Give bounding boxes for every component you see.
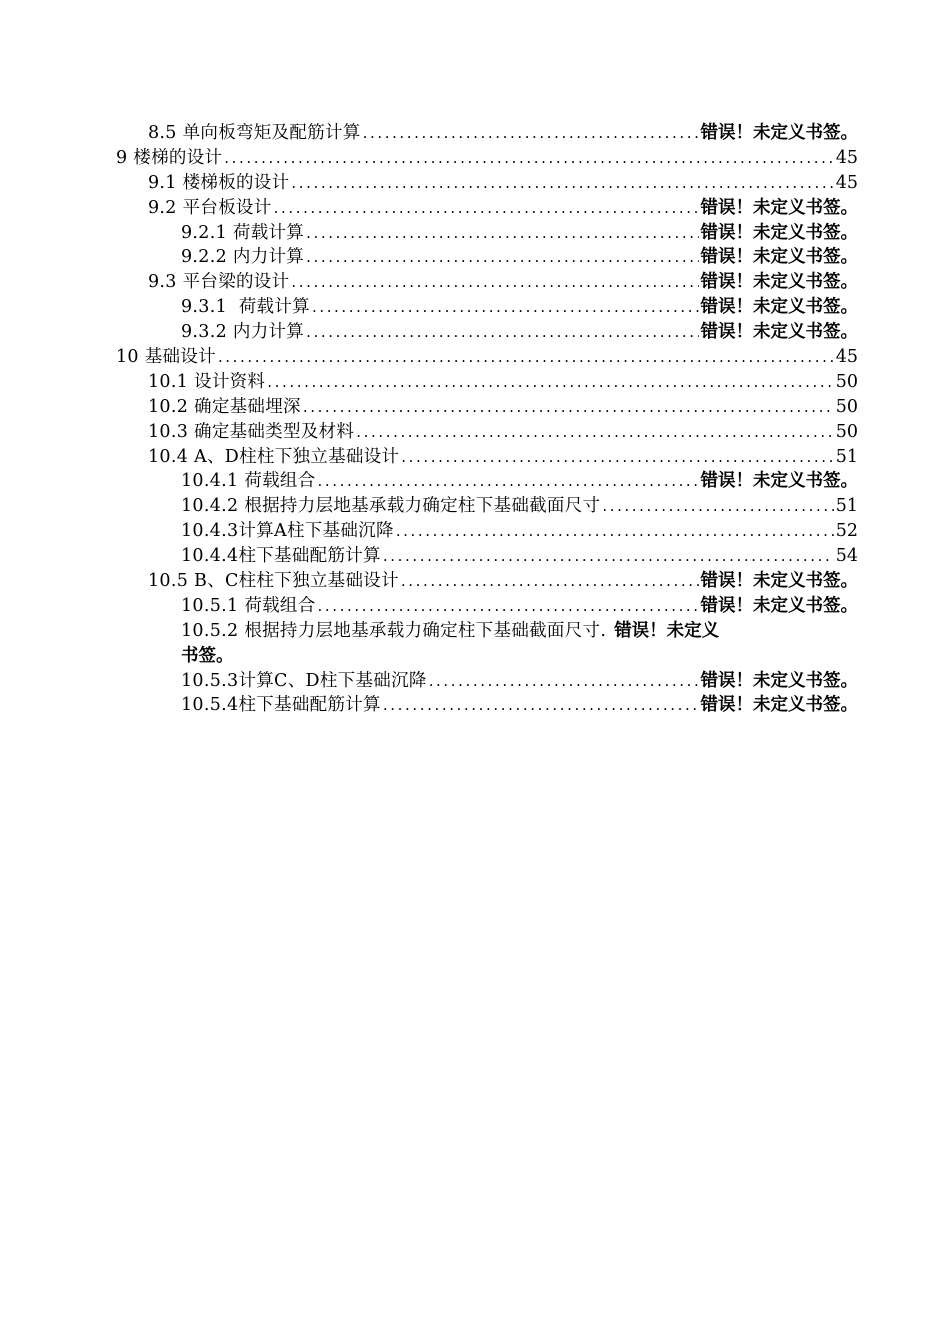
- toc-entry-title: 10.4.3计算A柱下基础沉降: [181, 521, 394, 542]
- toc-dot-leader: [363, 121, 699, 146]
- toc-entry-page: 52: [835, 521, 858, 542]
- toc-entry-page: 错误！未定义书签。: [700, 471, 858, 492]
- toc-entry[interactable]: [0, 594, 950, 619]
- toc-dot-leader: [267, 370, 833, 395]
- toc-entry-title: 10.4.4柱下基础配筋计算: [181, 546, 381, 567]
- toc-entry-page: 错误！未定义书签。: [700, 595, 858, 616]
- toc-entry-title: 9.2.2 内力计算: [181, 247, 305, 268]
- toc-entry[interactable]: [0, 196, 950, 221]
- toc-entry-title: 10.4 A、D柱柱下独立基础设计: [148, 446, 400, 467]
- toc-entry-page-continued: 书签。: [181, 645, 234, 666]
- toc-entry-page: 错误！未定义: [614, 620, 720, 641]
- toc-dot-leader: [306, 221, 698, 246]
- toc-entry[interactable]: [0, 469, 950, 494]
- toc-dot-leader: [318, 469, 699, 494]
- toc-entry[interactable]: [0, 669, 950, 694]
- toc-dot-leader: [291, 171, 833, 196]
- toc-entry[interactable]: [0, 146, 950, 171]
- toc-entry-page: 45: [835, 172, 858, 193]
- toc-entry-page: 45: [835, 147, 858, 168]
- toc-entry-page: 错误！未定义书签。: [700, 695, 858, 716]
- toc-entry-page: 50: [835, 421, 858, 442]
- toc-dot-leader: [318, 594, 699, 619]
- toc-dot-leader: [602, 494, 833, 519]
- toc-entry[interactable]: [0, 544, 950, 569]
- toc-entry[interactable]: [0, 320, 950, 345]
- toc-entry-page: 错误！未定义书签。: [700, 322, 858, 343]
- toc-entry[interactable]: [0, 445, 950, 470]
- toc-entry-title: 9.3.2 内力计算: [181, 322, 305, 343]
- toc-dot-leader: [312, 295, 699, 320]
- toc-entry-title: 9 楼梯的设计: [116, 147, 223, 168]
- toc-entry-page: 错误！未定义书签。: [700, 222, 858, 243]
- toc-entry-title: 10.5.3计算C、D柱下基础沉降: [181, 670, 427, 691]
- toc-entry-title: 10.5 B、C柱柱下独立基础设计: [148, 571, 399, 592]
- toc-dot-leader: [306, 245, 698, 270]
- toc-entry[interactable]: [0, 519, 950, 544]
- toc-entry[interactable]: [0, 270, 950, 295]
- toc-entry-title: 10.5.1 荷载组合: [181, 595, 316, 616]
- toc-dot-leader: [383, 544, 834, 569]
- toc-entry[interactable]: [0, 420, 950, 445]
- toc-entry-title: 9.2.1 荷载计算: [181, 222, 305, 243]
- toc-dot-leader: [429, 669, 699, 694]
- toc-dot-leader: [356, 420, 833, 445]
- toc-dot-leader: [274, 196, 699, 221]
- toc-entry-page: 45: [835, 347, 858, 368]
- toc-entry[interactable]: [0, 395, 950, 420]
- toc-entry-page: 错误！未定义书签。: [700, 197, 858, 218]
- toc-entry-title: 9.3.1 荷载计算: [181, 297, 310, 318]
- toc-dot-leader: [383, 693, 699, 718]
- toc-entry-title: 10.4.2 根据持力层地基承载力确定柱下基础截面尺寸: [181, 496, 601, 517]
- toc-entry-continuation: [0, 644, 950, 669]
- toc-entry-page: 错误！未定义书签。: [700, 297, 858, 318]
- toc-entry-title: 10.4.1 荷载组合: [181, 471, 316, 492]
- toc-entry-title: 8.5 单向板弯矩及配筋计算: [148, 123, 361, 143]
- toc-entry[interactable]: [0, 494, 950, 519]
- toc-entry[interactable]: [0, 295, 950, 320]
- toc-entry[interactable]: [0, 345, 950, 370]
- toc-entry-page: 51: [835, 496, 858, 517]
- toc-entry-page: 错误！未定义书签。: [700, 670, 858, 691]
- toc-entry[interactable]: [0, 221, 950, 246]
- toc-dot-leader: [401, 445, 833, 470]
- toc-entry-title: 10 基础设计: [116, 347, 216, 368]
- toc-entry-page: 50: [835, 396, 858, 417]
- toc-entry[interactable]: [0, 569, 950, 594]
- toc-entry-title: 9.3 平台梁的设计: [148, 272, 290, 293]
- toc-dot-leader: [306, 320, 698, 345]
- toc-entry-page: 错误！未定义书签。: [700, 571, 858, 592]
- toc-dot-leader: [396, 519, 834, 544]
- toc-dot-leader: [303, 395, 834, 420]
- toc-entry-title: 10.5.4柱下基础配筋计算: [181, 695, 381, 716]
- toc-entry[interactable]: [0, 121, 950, 146]
- toc-entry-page: 50: [835, 371, 858, 392]
- toc-entry[interactable]: [0, 693, 950, 718]
- toc-entry-title: 10.5.2 根据持力层地基承载力确定柱下基础截面尺寸.: [181, 620, 607, 641]
- toc-entry[interactable]: [0, 171, 950, 196]
- toc-entry-page: 51: [835, 446, 858, 467]
- toc-entry[interactable]: [0, 245, 950, 270]
- toc-dot-leader: [291, 270, 698, 295]
- toc-entry-title: 10.2 确定基础埋深: [148, 396, 301, 417]
- toc-dot-leader: [218, 345, 834, 370]
- toc-entry[interactable]: [0, 619, 950, 644]
- toc-entry[interactable]: [0, 370, 950, 395]
- toc-entry-page: 错误！未定义书签。: [700, 123, 858, 143]
- toc-dot-leader: [401, 569, 699, 594]
- toc-dot-leader: [224, 146, 833, 171]
- toc-entry-title: 10.3 确定基础类型及材料: [148, 421, 355, 442]
- table-of-contents: [0, 121, 950, 718]
- toc-entry-page: 错误！未定义书签。: [700, 272, 858, 293]
- toc-entry-page: 错误！未定义书签。: [700, 247, 858, 268]
- toc-entry-title: 9.2 平台板设计: [148, 197, 272, 218]
- toc-entry-title: 9.1 楼梯板的设计: [148, 172, 290, 193]
- toc-entry-page: 54: [835, 546, 858, 567]
- toc-entry-title: 10.1 设计资料: [148, 371, 266, 392]
